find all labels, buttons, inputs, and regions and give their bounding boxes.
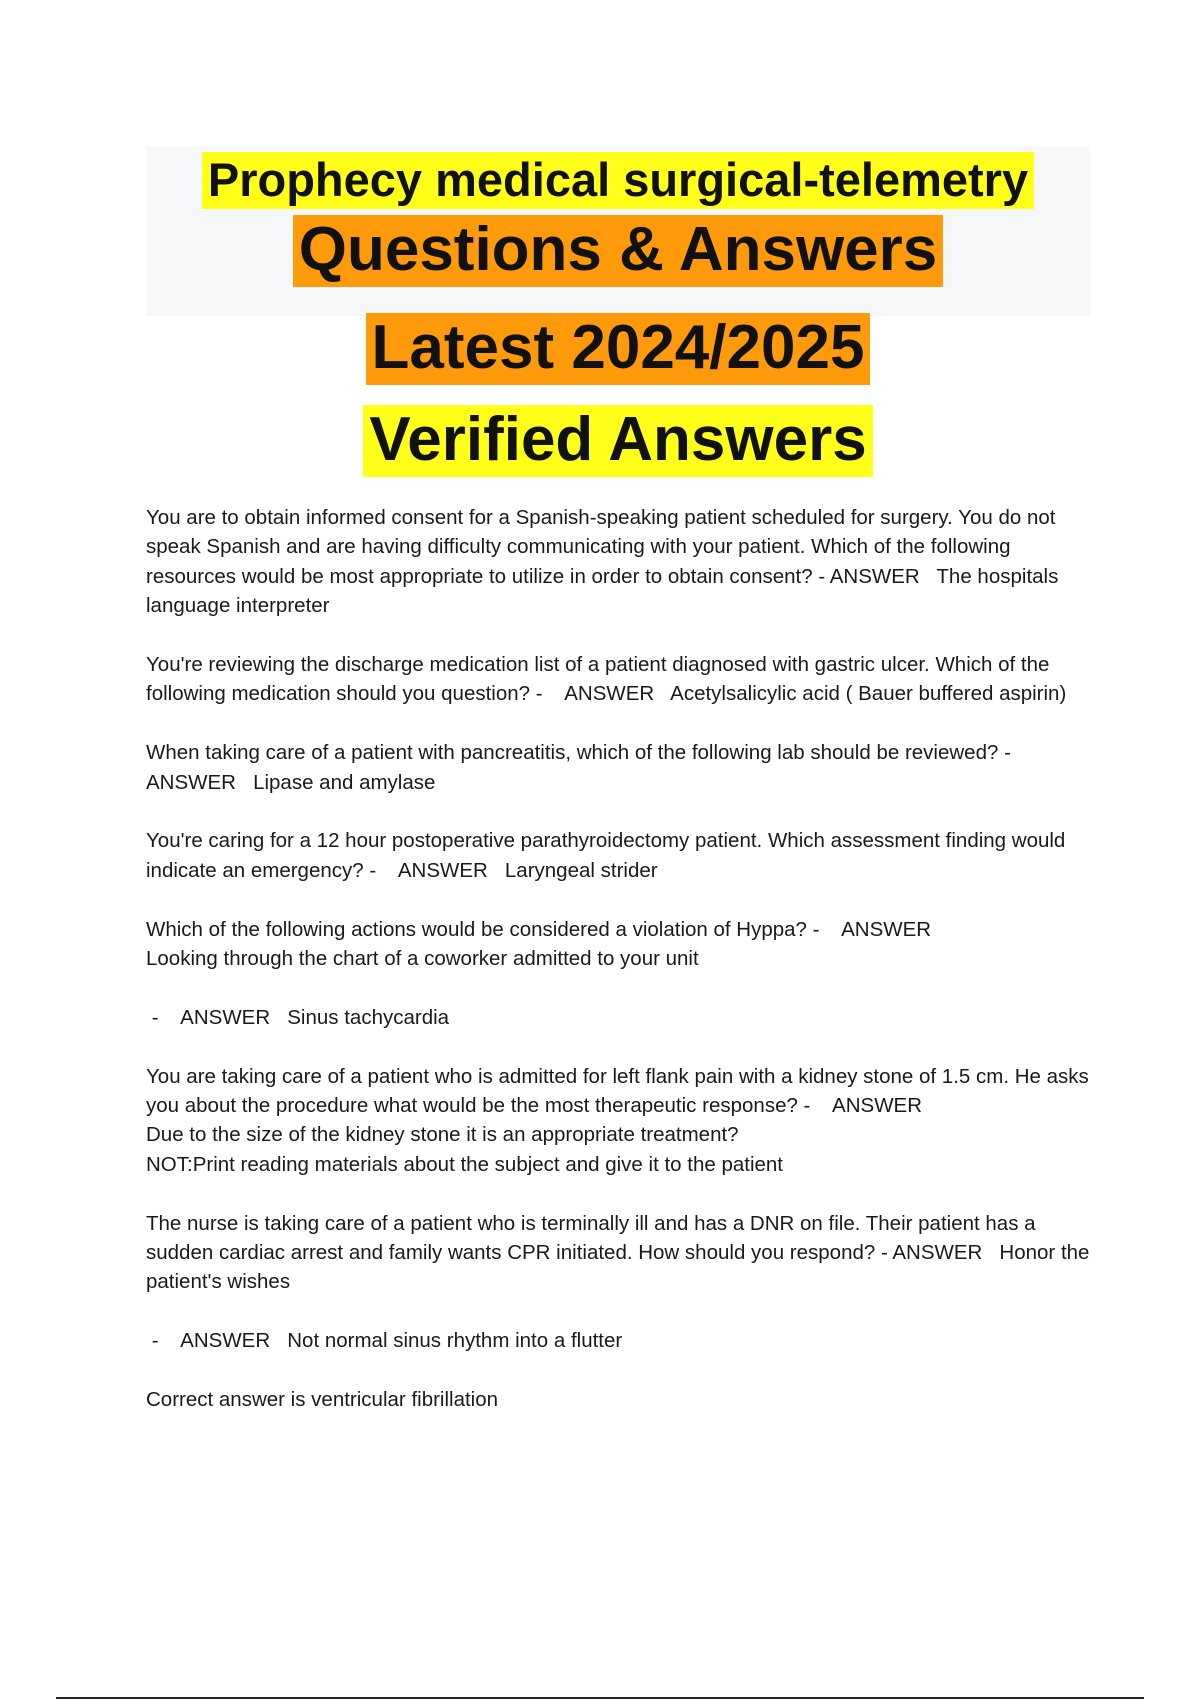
title-qa: Questions & Answers [293,215,944,287]
title-block [146,146,1090,477]
qa-paragraph-6: - ANSWER Sinus tachycardia [146,1005,450,1029]
qa-paragraph-8: The nurse is taking care of a patient who is terminally ill and has a DNR on file. Their patient has a sudden cardiac arrest and family wants CPR initiated. How should you respond? - ANSWER Honor the patient's wishes [146,1211,1096,1294]
qa-paragraph-10: Correct answer is ventricular fibrillation [146,1388,499,1412]
title-year: Latest 2024/2025 [366,313,871,385]
title-line-2 [146,215,1090,287]
qa-paragraph-5: Which of the following actions would be considered a violation of Hyppa? - ANSWER Looking through the chart of a coworker admitted to your unit [146,917,932,971]
title-verified: Verified Answers [363,405,872,477]
qa-content [146,503,1096,1444]
qa-paragraph-3: When taking care of a patient with pancreatitis, which of the following lab should be reviewed? - ANSWER Lipase and amylase [146,741,1016,794]
title-subject: Prophecy medical surgical-telemetry [202,152,1034,209]
title-line-3 [146,313,1090,385]
qa-paragraph-9: - ANSWER Not normal sinus rhythm into a flutter [146,1329,623,1353]
qa-paragraph-1: You are to obtain informed consent for a Spanish-speaking patient scheduled for surgery. You do not speak Spanish and are having difficulty communicating with your patient. Which of the following resources would be most appropriate to utilize in order to obtain consent? - ANSWER The hospitals language interpreter [146,506,1065,618]
qa-paragraph-7: You are taking care of a patient who is admitted for left flank pain with a kidney stone of 1.5 cm. He asks you about the procedure what would be the most therapeutic response? - ANSWER Due to the size of the kidney stone it is an appropriate treatment? NOT:Print reading materials about the subject and give it to the patient [146,1064,1089,1176]
title-line-1 [146,152,1090,209]
title-line-4 [146,405,1090,477]
qa-paragraph-4: You're caring for a 12 hour postoperative parathyroidectomy patient. Which assessment finding would indicate an emergency? - ANSWER Laryngeal strider [146,829,1072,882]
qa-paragraph-2: You're reviewing the discharge medication list of a patient diagnosed with gastric ulcer. Which of the following medication should you question? - ANSWER Acetylsalicylic acid ( Bauer buffered aspirin) [146,653,1067,706]
page-bottom-rule [56,1697,1144,1699]
